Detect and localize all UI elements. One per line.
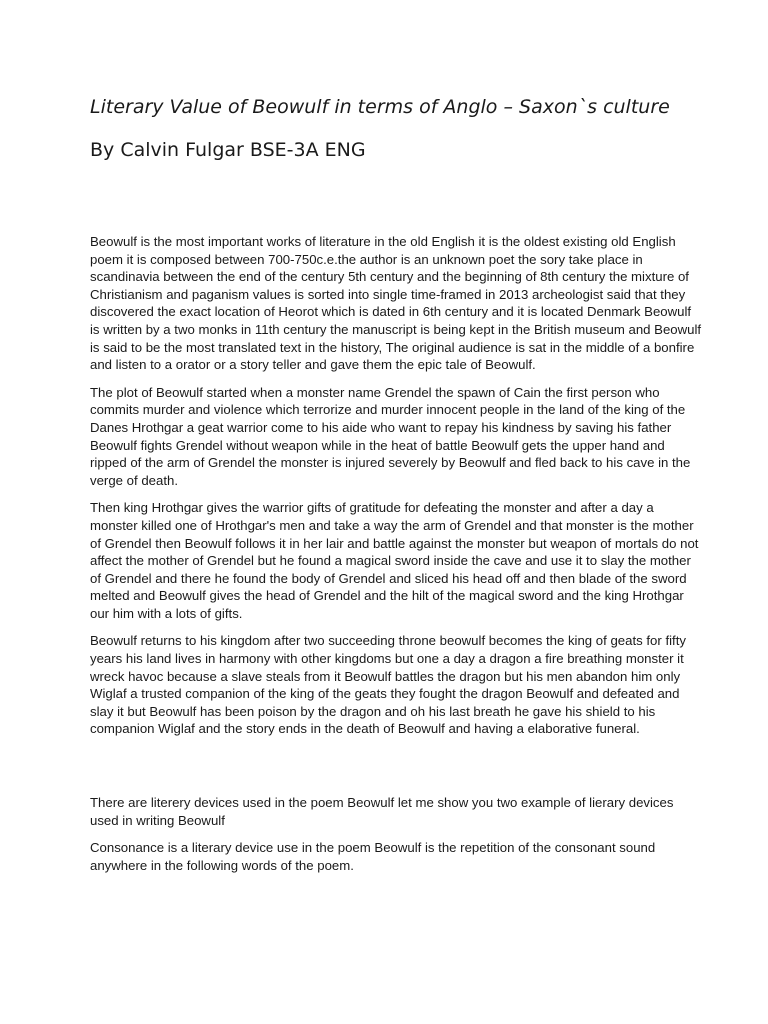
paragraph-grendel-mother: Then king Hrothgar gives the warrior gifts of gratitude for defeating the monster and after a day a monster killed one of Hrothgar's men and take a way the arm of Grendel and that monster is the mother of Grendel then Beowulf follows it in her lair and battle against the monster but weapon of mortals do not affect the mother of Grendel but he found a magical sword inside the cave and use it to slay the mother of Grendel and there he found the body of Grendel and sliced his head off and then blade of the sword melted and Beowulf gives the head of Grendel and the hilt of the magical sword and the king Hrothgar our him with a lots of gifts. <box>90 500 699 621</box>
paragraph-introduction: Beowulf is the most important works of literature in the old English it is the oldest existing old English poem it is composed between 700-750c.e.the author is an unknown poet the sory take place in scandinavia between the end of the century 5th century and the beginning of 8th century the mixture of Christianism and paganism values is sorted into single time-framed in 2013 archeologist said that they discovered the exact location of Heorot which is dated in 6th century and it is located Denmark Beowulf is written by a two monks in 11th century the manuscript is being kept in the British museum and Beowulf is said to be the most translated text in the history, The original audience is sat in the middle of a bonfire and listen to a orator or a story teller and gave them the epic tale of Beowulf. <box>90 234 702 373</box>
paragraph-literary-devices: There are literery devices used in the poem Beowulf let me show you two example of lierary devices used in writing Beowulf <box>90 795 674 828</box>
document-byline: By Calvin Fulgar BSE-3A ENG <box>90 139 366 161</box>
document-body <box>90 233 702 884</box>
paragraph-consonance: Consonance is a literary device use in the poem Beowulf is the repetition of the consonant sound anywhere in the following words of the poem. <box>90 840 656 873</box>
document-title: Literary Value of Beowulf in terms of Anglo – Saxon`s culture <box>90 96 670 118</box>
paragraph-dragon: Beowulf returns to his kingdom after two succeeding throne beowulf becomes the king of geats for fifty years his land lives in harmony with other kingdoms but one a day a dragon a fire breathing monster it wreck havoc because a slave steals from it Beowulf battles the dragon but his men abandon him only Wiglaf a trusted companion of the king of the geats they fought the dragon Beowulf and defeated and slay it but Beowulf has been poison by the dragon and oh his last breath he gave his shield to his companion Wiglaf and the story ends in the death of Beowulf and having a elaborative funeral. <box>90 633 686 737</box>
paragraph-plot: The plot of Beowulf started when a monster name Grendel the spawn of Cain the first person who commits murder and violence which terrorize and murder innocent people in the land of the king of the Danes Hrothgar a geat warrior come to his aide who want to repay his kindness by saving his father Beowulf fights Grendel without weapon while in the heat of battle Beowulf gets the upper hand and ripped of the arm of Grendel the monster is injured severely by Beowulf and fled back to his cave in the verge of death. <box>90 384 691 488</box>
